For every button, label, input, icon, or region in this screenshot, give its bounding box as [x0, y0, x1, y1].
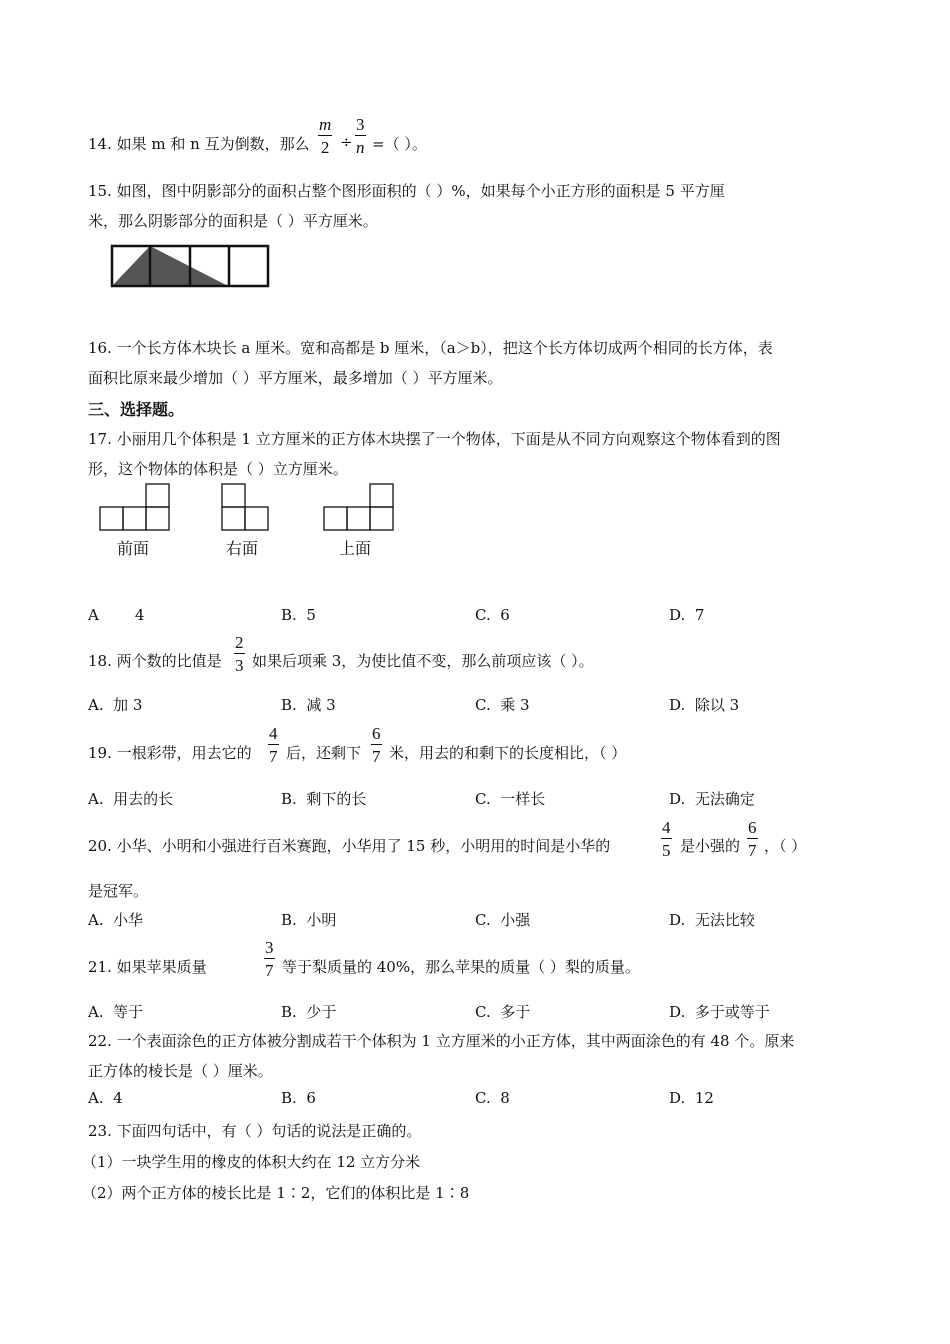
q14-divide-op: ÷ — [340, 133, 353, 151]
q18-option-a[interactable]: A. 加 3 — [88, 696, 143, 714]
q21-suffix: 等于梨质量的 40%，那么苹果的质量（ ）梨的质量。 — [282, 958, 640, 976]
q17-view-label-front: 前面 — [117, 539, 150, 558]
q23-statement-1: （1）一块学生用的橡皮的体积大约在 12 立方分米 — [82, 1153, 421, 1171]
q18-option-c[interactable]: C. 乘 3 — [475, 696, 530, 714]
q17-view-label-top: 上面 — [339, 539, 372, 558]
q22-line1: 22. 一个表面涂色的正方体被分割成若干个体积为 1 立方厘米的小正方体，其中两面涂色的有 48 个。原来 — [88, 1032, 795, 1050]
q17-option-a[interactable]: A 4 — [88, 606, 145, 624]
section-heading: 三、选择题。 — [88, 400, 185, 419]
q17-view-label-right: 右面 — [226, 539, 259, 558]
q18-option-d[interactable]: D. 除以 3 — [669, 696, 740, 714]
q20-option-b[interactable]: B. 小明 — [281, 911, 337, 929]
q19-fraction-1: 4 7 — [269, 724, 278, 766]
q19-option-c[interactable]: C. 一样长 — [475, 790, 546, 808]
q17-top-view-figure — [323, 483, 397, 531]
q17-right-view-figure — [221, 483, 273, 531]
q18-suffix: 如果后项乘 3，为使比值不变，那么前项应该（ ）。 — [252, 652, 594, 670]
q22-option-a[interactable]: A. 4 — [88, 1089, 123, 1107]
q17-front-view-figure — [99, 483, 173, 531]
q22-option-d[interactable]: D. 12 — [669, 1089, 714, 1107]
q20-line2: 是冠军。 — [88, 882, 149, 900]
q20-middle: 是小强的 — [680, 837, 741, 855]
q21-option-b[interactable]: B. 少于 — [281, 1003, 337, 1021]
q14-suffix: =（ ）。 — [372, 135, 427, 153]
q20-fraction-1: 4 5 — [662, 818, 671, 860]
q21-prefix: 21. 如果苹果质量 — [88, 958, 207, 976]
q20-option-a[interactable]: A. 小华 — [88, 911, 144, 929]
q19-option-b[interactable]: B. 剩下的长 — [281, 790, 367, 808]
q17-line1: 17. 小丽用几个体积是 1 立方厘米的正方体木块摆了一个物体，下面是从不同方向观察这个物体看到的图 — [88, 430, 781, 448]
q15-shade-triangle-1 — [112, 246, 150, 286]
q22-option-c[interactable]: C. 8 — [475, 1089, 510, 1107]
q19-prefix: 19. 一根彩带，用去它的 — [88, 744, 252, 762]
q18-fraction: 2 3 — [235, 633, 244, 675]
q23-statement-2: （2）两个正方体的棱长比是 1∶2，它们的体积比是 1∶8 — [82, 1184, 470, 1202]
q16-line1: 16. 一个长方体木块长 a 厘米。宽和高都是 b 厘米，（a＞b），把这个长方体切成两个相同的长方体，表 — [88, 339, 773, 357]
q14-f2-den: n — [356, 138, 365, 157]
q14-f1-den: 2 — [320, 138, 330, 157]
q21-option-c[interactable]: C. 多于 — [475, 1003, 531, 1021]
q19-suffix: 米，用去的和剩下的长度相比，（ ） — [389, 744, 627, 762]
q20-option-d[interactable]: D. 无法比较 — [669, 911, 755, 929]
q20-option-c[interactable]: C. 小强 — [475, 911, 531, 929]
q17-option-b[interactable]: B. 5 — [281, 606, 316, 624]
q19-fraction-2: 6 7 — [372, 724, 381, 766]
q14-f1-num: m — [319, 115, 332, 134]
q22-line2: 正方体的棱长是（ ）厘米。 — [88, 1062, 273, 1080]
q21-option-a[interactable]: A. 等于 — [88, 1003, 144, 1021]
q21-option-d[interactable]: D. 多于或等于 — [669, 1003, 770, 1021]
q18-option-b[interactable]: B. 减 3 — [281, 696, 336, 714]
q15-line2: 米，那么阴影部分的面积是（ ）平方厘米。 — [88, 212, 378, 230]
q14-f2-num: 3 — [356, 115, 365, 134]
q21-fraction: 3 7 — [265, 938, 274, 980]
q20-fraction-2: 6 7 — [748, 818, 757, 860]
q20-prefix: 20. 小华、小明和小强进行百米赛跑，小华用了 15 秒，小明用的时间是小华的 — [88, 837, 611, 855]
q16-line2: 面积比原来最少增加（ ）平方厘米，最多增加（ ）平方厘米。 — [88, 369, 503, 387]
q22-option-b[interactable]: B. 6 — [281, 1089, 316, 1107]
q18-prefix: 18. 两个数的比值是 — [88, 652, 222, 670]
q19-option-a[interactable]: A. 用去的长 — [88, 790, 174, 808]
q19-middle: 后，还剩下 — [286, 744, 362, 762]
q14-fraction-1 — [318, 116, 332, 156]
q14-fraction-2 — [355, 116, 366, 156]
q19-option-d[interactable]: D. 无法确定 — [669, 790, 755, 808]
q15-line1: 15. 如图，图中阴影部分的面积占整个图形面积的（ ）%，如果每个小正方形的面积是 5 平方厘 — [88, 182, 725, 200]
q23-line1: 23. 下面四句话中，有（ ）句话的说法是正确的。 — [88, 1122, 422, 1140]
q14-prefix: 14. 如果 m 和 n 互为倒数，那么 — [88, 135, 310, 153]
q20-suffix: ，（ ） — [764, 837, 807, 855]
q17-line2: 形，这个物体的体积是（ ）立方厘米。 — [88, 460, 348, 478]
q17-option-d[interactable]: D. 7 — [669, 606, 705, 624]
q17-option-c[interactable]: C. 6 — [475, 606, 510, 624]
q15-shaded-squares-figure — [110, 244, 272, 288]
